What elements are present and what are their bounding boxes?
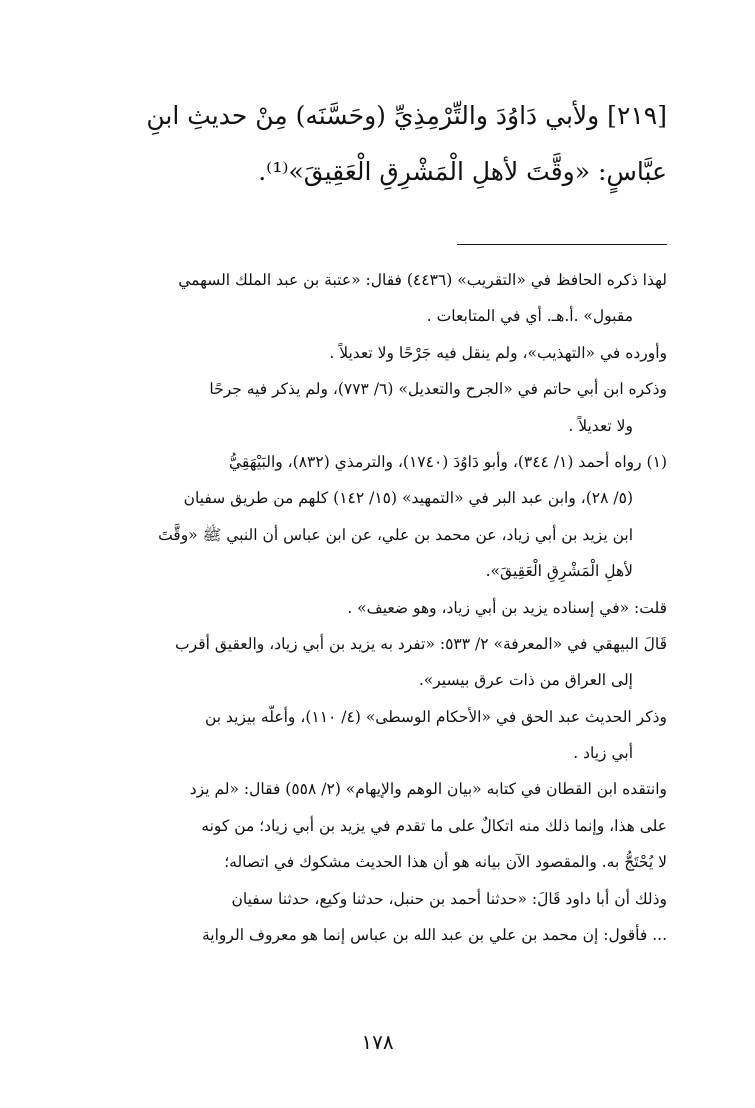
page-number: ١٧٨ (361, 1030, 394, 1054)
footnote-line: وذكر الحديث عبد الحق في «الأحكام الوسطى» (٤/ ١١٠)، وأعلّه بيزيد بن (204, 707, 667, 726)
footnote-line: قلت: «في إسناده يزيد بن أبي زياد، وهو ضعيف» . (347, 598, 667, 617)
footnote-line: ابن يزيد بن أبي زياد، عن محمد بن علي، عن ابن عباس أن النبي ﷺ «وقَّتَ (158, 525, 633, 544)
footnote-line: وذلك أن أبا داود قَالَ: «حدثنا أحمد بن حنبل، حدثنا وكيع، حدثنا سفيان (231, 889, 667, 908)
footnote-line: قَالَ البيهقي في «المعرفة» ٢/ ٥٣٣: «تفرد به يزيد بن أبي زياد، والعقيق أقرب (175, 634, 667, 653)
footnotes (88, 262, 667, 953)
footnote-line: (١) رواه أحمد (١/ ٣٤٤)، وأبو دَاوُدَ (١٧٤٠)، والترمذي (٨٣٢)، والبَيْهَقِيُّ (228, 452, 667, 471)
footnote-line: لهذا ذكره الحافظ في «التقريب» (٤٤٣٦) فقال: «عتبة بن عبد الملك السهمي (178, 271, 667, 289)
hadith-text (88, 88, 667, 200)
footnote-line: وذكره ابن أبي حاتم في «الجرح والتعديل» (٦/ ٧٧٣)، ولم يذكر فيه جرحًا (209, 380, 667, 399)
footnote-line: لا يُحْتَجُّ به. والمقصود الآن بيانه هو أن هذا الحديث مشكوك في اتصاله؛ (224, 853, 667, 872)
footnote-line: وانتقده ابن القطان في كتابه «بيان الوهم والإيهام» (٢/ ٥٥٨) فقال: «لم يزد (189, 780, 667, 799)
footnote-line: أبي زياد . (573, 744, 633, 763)
hadith-line: [٢١٩] ولأبي دَاوُدَ والتِّرْمِذِيِّ (وحَسَّنَه) مِنْ حديثِ ابنِ (146, 101, 667, 130)
footnote-line: ولا تعديلاً . (568, 416, 633, 435)
footnote-line: لأهلِ الْمَشْرِقِ الْعَقِيقَ». (485, 562, 633, 581)
footnote-line: ... فأقول: إن محمد بن علي بن عبد الله بن عباس إنما هو معروف الرواية (202, 926, 667, 945)
footnote-line: إلى العراق من ذات عرق بيسير». (418, 671, 633, 690)
footnote-line: (٥/ ٢٨)، وابن عبد البر في «التمهيد» (١٥/ ١٤٢) كلهم من طريق سفيان (183, 489, 633, 508)
footnote-line: وأورده في «التهذيب»، ولم ينقل فيه جَرْحًا ولا تعديلاً . (329, 343, 667, 362)
hadith-line: عبَّاسٍ: «وقَّتَ لأهلِ الْمَشْرِقِ الْعَقِيقَ»⁽¹⁾. (258, 157, 667, 186)
footnote-divider (457, 244, 667, 245)
footnote-line: على هذا، وإنما ذلك منه اتكالٌ على ما تقدم في يزيد بن أبي زياد؛ من كونه (201, 816, 667, 835)
footnote-line: مقبول» .أ.هـ. أي في المتابعات . (426, 307, 633, 326)
